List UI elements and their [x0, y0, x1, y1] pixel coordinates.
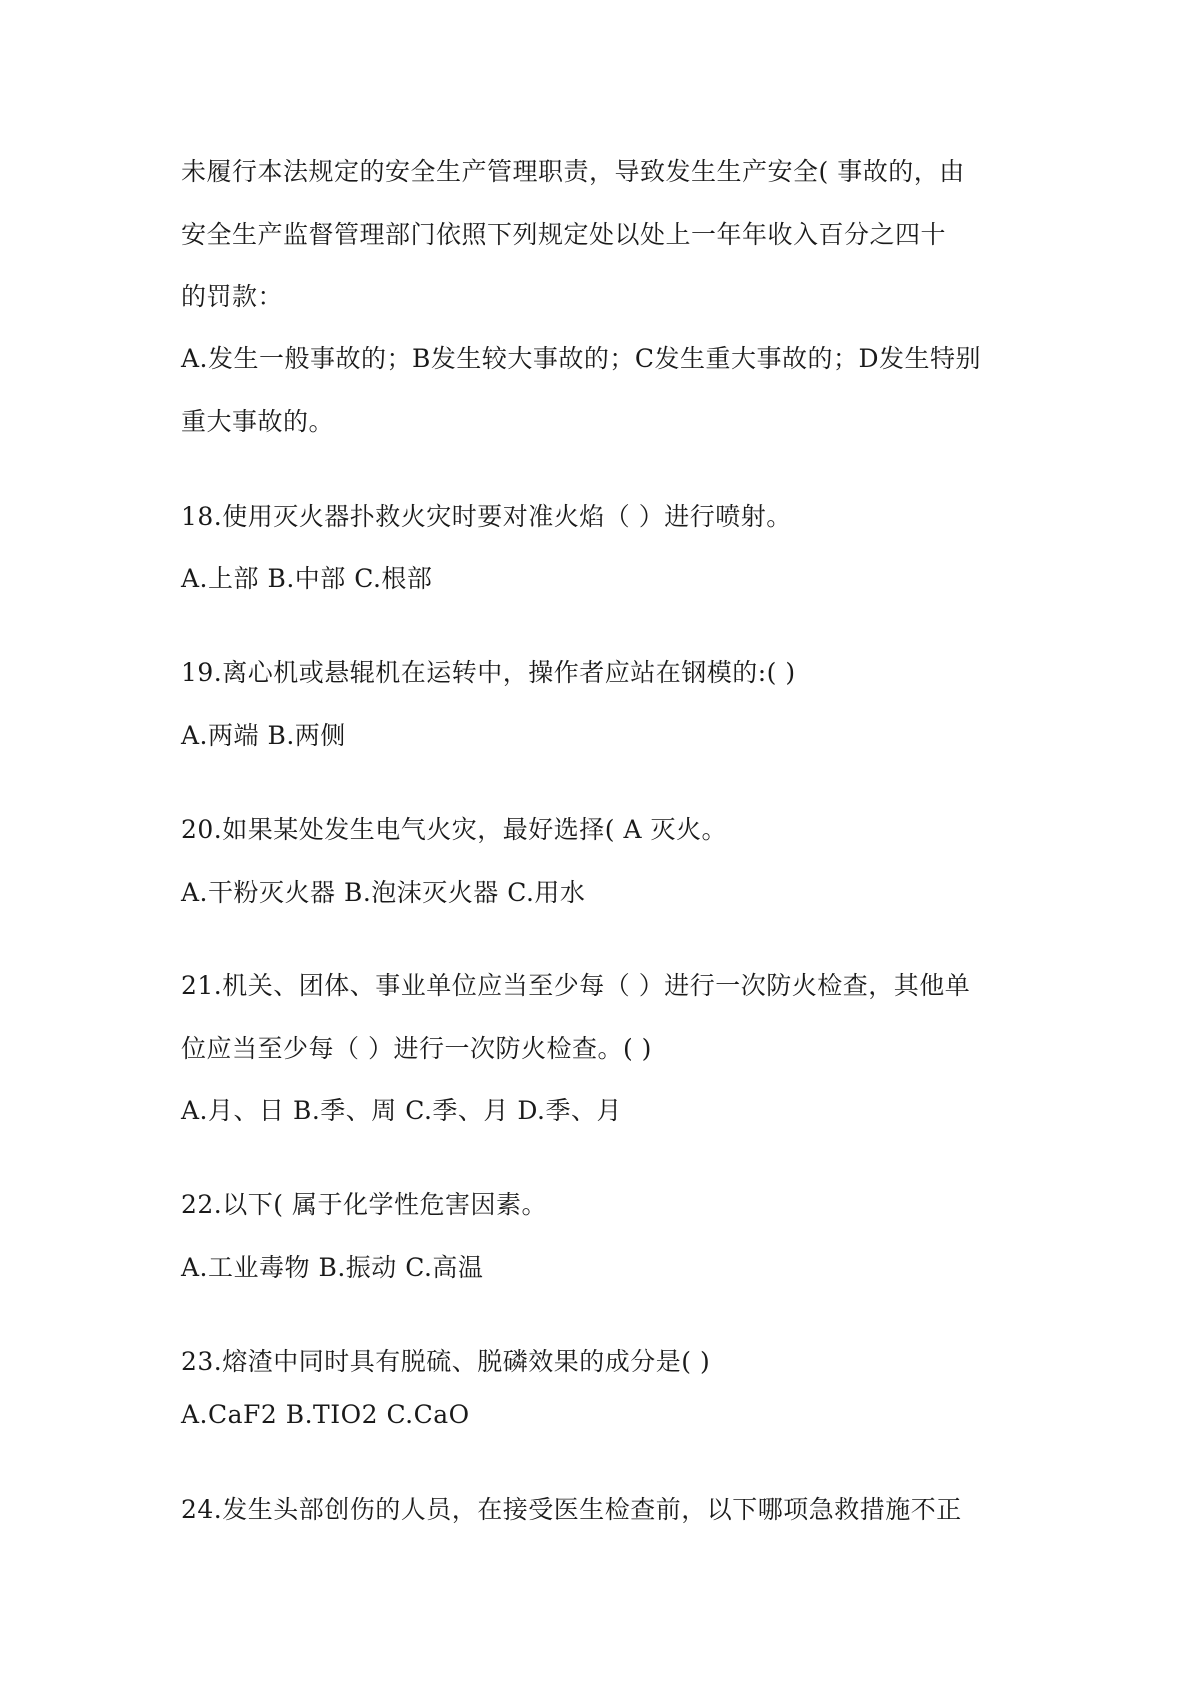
- options-19: A.两端 B.两侧: [181, 721, 346, 750]
- question-24: 24.发生头部创伤的人员，在接受医生检查前，以下哪项急救措施不正: [181, 1495, 962, 1524]
- options-20: A.干粉灭火器 B.泡沫灭火器 C.用水: [181, 878, 586, 907]
- text-line: 的罚款：: [181, 282, 284, 311]
- question-23: 23.熔渣中同时具有脱硫、脱磷效果的成分是( ): [181, 1347, 711, 1376]
- question-19: 19.离心机或悬辊机在运转中，操作者应站在钢模的:( ): [181, 658, 796, 687]
- question-21-cont: 位应当至少每（ ）进行一次防火检查。( ): [181, 1034, 652, 1063]
- question-21: 21.机关、团体、事业单位应当至少每（ ）进行一次防火检查，其他单: [181, 971, 971, 1000]
- question-22: 22.以下( 属于化学性危害因素。: [181, 1190, 547, 1219]
- options-23: A.CaF2 B.TIO2 C.CaO: [181, 1400, 470, 1429]
- question-20: 20.如果某处发生电气火灾，最好选择( A 灭火。: [181, 815, 727, 844]
- question-18: 18.使用灭火器扑救火灾时要对准火焰（ ）进行喷射。: [181, 502, 792, 531]
- options-22: A.工业毒物 B.振动 C.高温: [181, 1253, 484, 1282]
- option-line: 重大事故的。: [181, 407, 335, 436]
- options-18: A.上部 B.中部 C.根部: [181, 564, 433, 593]
- options-21: A.月、日 B.季、周 C.季、月 D.季、月: [181, 1096, 622, 1125]
- option-line: A.发生一般事故的；B发生较大事故的；C发生重大事故的；D发生特别: [181, 344, 982, 373]
- text-line: 安全生产监督管理部门依照下列规定处以处上一年年收入百分之四十: [181, 220, 947, 249]
- text-line: 未履行本法规定的安全生产管理职责，导致发生生产安全( 事故的，由: [181, 157, 965, 186]
